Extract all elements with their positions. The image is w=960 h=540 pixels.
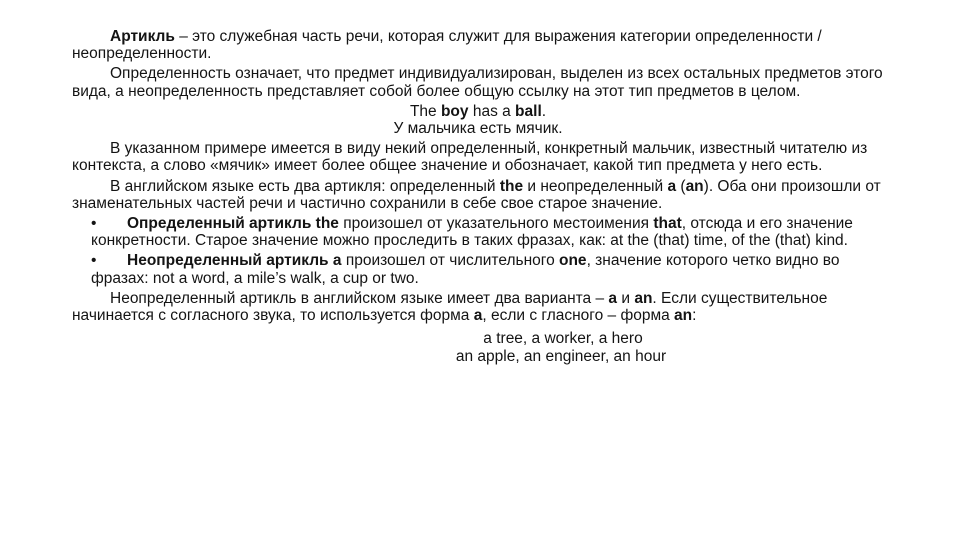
example-en-post: . xyxy=(541,102,547,120)
example-en-ball: ball xyxy=(515,102,542,120)
p4-text-d: ). Оба они произошли от знаменательных частей речи и частично сохранили в себе свое старое значение. xyxy=(72,177,881,212)
paragraph-two-articles xyxy=(72,178,884,212)
p4-a: a xyxy=(667,177,677,195)
p4-text-a: В английском языке есть два артикля: определенный xyxy=(110,177,500,195)
bullet-dot: • xyxy=(91,252,97,270)
bullet2-text-a: произошел от числительного xyxy=(341,252,559,270)
bullet-definite-article xyxy=(72,215,884,249)
bullet-indefinite-article xyxy=(72,252,884,286)
definition-text: – это служебная часть речи, которая служит для выражения категории определенности / неопределенности. xyxy=(72,28,822,63)
p5-a2: a xyxy=(473,307,483,325)
bullet1-text-b: , отсюда и его значение конкретности. Старое значение можно проследить в таких фразах, как: at the (that) time, of the (that) kind. xyxy=(91,215,853,250)
term-article: Артикль xyxy=(110,28,175,45)
example-en-boy: boy xyxy=(440,102,469,120)
example-line-consonant: a tree, a worker, a hero xyxy=(483,330,643,348)
bullet2-one: one xyxy=(559,252,587,270)
p5-text-d: , если с гласного – форма xyxy=(482,307,675,325)
bullet1-term: Определенный артикль the xyxy=(127,215,339,233)
p5-text-c: . Если существительное начинается с согласного звука, то используется форма xyxy=(72,289,828,325)
paragraph-definiteness: Определенность означает, что предмет индивидуализирован, выделен из всех остальных предметов этого вида, а неопределенность представляет собой более общую ссылку на этот тип предметов в целом. xyxy=(72,65,883,100)
paragraph-explanation: В указанном примере имеется в виду некий определенный, конкретный мальчик, известный читателю из контекста, а слово «мячик» имеет более общее значение и обозначает, какой тип предмета у него есть. xyxy=(72,140,868,175)
paragraph-definition xyxy=(72,28,884,62)
paragraph-two-variants xyxy=(72,290,884,324)
document-body xyxy=(72,28,884,365)
example-sentence-ru: У мальчика есть мячик. xyxy=(393,120,563,138)
p5-a: a xyxy=(608,289,618,307)
example-en-pre: The xyxy=(409,102,441,120)
p4-text-b: и неопределенный xyxy=(523,177,668,195)
bullet2-text-b: , значение которого четко видно во фразах: not a word, a mile’s walk, a cup or two. xyxy=(91,252,840,287)
p5-text-e: : xyxy=(692,307,697,325)
p5-text-a: Неопределенный артикль в английском языке имеет два варианта – xyxy=(110,289,609,307)
bullet1-that: that xyxy=(653,215,682,233)
bullet2-term: Неопределенный артикль a xyxy=(127,252,342,270)
p4-the: the xyxy=(499,177,524,195)
p5-an2: an xyxy=(674,307,693,325)
example-line-vowel: an apple, an engineer, an hour xyxy=(455,347,667,365)
p4-an: an xyxy=(685,177,704,195)
bullet-dot: • xyxy=(91,215,97,233)
examples-block xyxy=(72,330,884,365)
bullet1-text-a: произошел от указательного местоимения xyxy=(338,215,654,233)
example-en-mid: has a xyxy=(468,102,516,120)
p5-an: an xyxy=(634,289,653,307)
example-sentence-en xyxy=(72,103,884,120)
p5-text-b: и xyxy=(617,289,635,307)
p4-text-c: ( xyxy=(676,177,686,195)
